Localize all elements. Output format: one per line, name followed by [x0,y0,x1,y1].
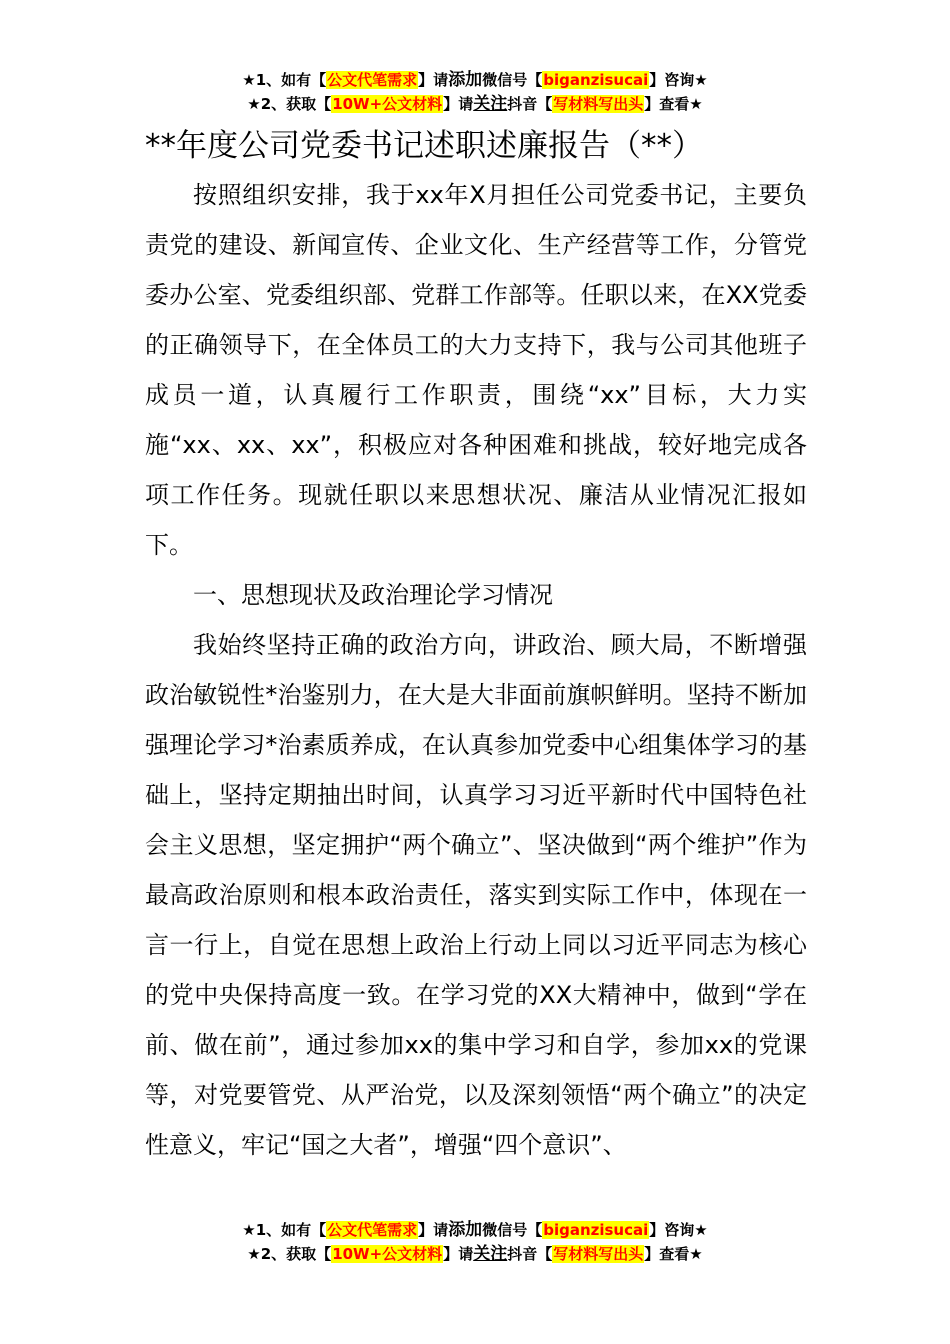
banner-text: 】请 [418,71,449,89]
banner-highlight: 公文代笔需求 [327,71,418,89]
banner-text: 】咨询★ [649,1221,708,1239]
banner-highlight: 10W+公文材料 [332,1245,443,1263]
banner-emphasis: 关注 [473,94,508,114]
banner-text: 】请 [443,95,474,113]
banner-douyin-id: 写材料写出头 [553,1245,644,1263]
paragraph-intro: 按照组织安排，我于xx年X月担任公司党委书记，主要负责党的建设、新闻宣传、企业文化、生产经营等工作，分管党委办公室、党委组织部、党群工作部等。任职以来，在XX党委的正确领导下，在全体员工的大力支持下，我与公司其他班子成员一道，认真履行工作职责，围绕“xx”目标，大力实施“xx、xx、xx”，积极应对各种困难和挑战，较好地完成各项工作任务。现就任职以来思想状况、廉洁从业情况汇报如下。 [145,181,807,559]
banner-emphasis: 关注 [473,1244,508,1264]
banner-text: 】查看★ [644,1245,703,1263]
banner-text: 】咨询★ [649,71,708,89]
top-banner [0,68,950,116]
banner-wechat-id: biganzisucai [543,1221,649,1239]
bottom-banner [0,1218,950,1266]
document-title: **年度公司党委书记述职述廉报告（**） [145,128,703,164]
banner-text: 微信号【 [482,71,543,89]
banner-douyin-id: 写材料写出头 [553,95,644,113]
banner-wechat-id: biganzisucai [543,71,649,89]
banner-text: 抖音【 [507,95,553,113]
section-heading: 一、思想现状及政治理论学习情况 [193,581,553,609]
banner-line-2 [0,92,950,116]
banner-text: 】请 [418,1221,449,1239]
banner-emphasis: 添加 [448,70,483,90]
banner-text: 】查看★ [644,95,703,113]
banner-text: ★2、获取【 [247,95,332,113]
banner-text: 】请 [443,1245,474,1263]
banner-text: 微信号【 [482,1221,543,1239]
banner-text: ★1、如有【 [242,71,327,89]
banner-text: 抖音【 [507,1245,553,1263]
banner-text: ★1、如有【 [242,1221,327,1239]
banner-emphasis: 添加 [448,1220,483,1240]
banner-line-2 [0,1242,950,1266]
banner-line-1 [0,1218,950,1242]
banner-line-1 [0,68,950,92]
paragraph-body: 我始终坚持正确的政治方向，讲政治、顾大局，不断增强政治敏锐性*治鉴别力，在大是大非面前旗帜鲜明。坚持不断加强理论学习*治素质养成，在认真参加党委中心组集体学习的基础上，坚持定期抽出时间，认真学习习近平新时代中国特色社会主义思想，坚定拥护“两个确立”、坚决做到“两个维护”作为最高政治原则和根本政治责任，落实到实际工作中，体现在一言一行上，自觉在思想上政治上行动上同以习近平同志为核心的党中央保持高度一致。在学习党的XX大精神中，做到“学在前、做在前”，通过参加xx的集中学习和自学，参加xx的党课等，对党要管党、从严治党，以及深刻领悟“两个确立”的决定性意义，牢记“国之大者”，增强“四个意识”、 [145,631,807,1159]
banner-text: ★2、获取【 [247,1245,332,1263]
banner-highlight: 公文代笔需求 [327,1221,418,1239]
document-body [145,170,807,1170]
banner-highlight: 10W+公文材料 [332,95,443,113]
